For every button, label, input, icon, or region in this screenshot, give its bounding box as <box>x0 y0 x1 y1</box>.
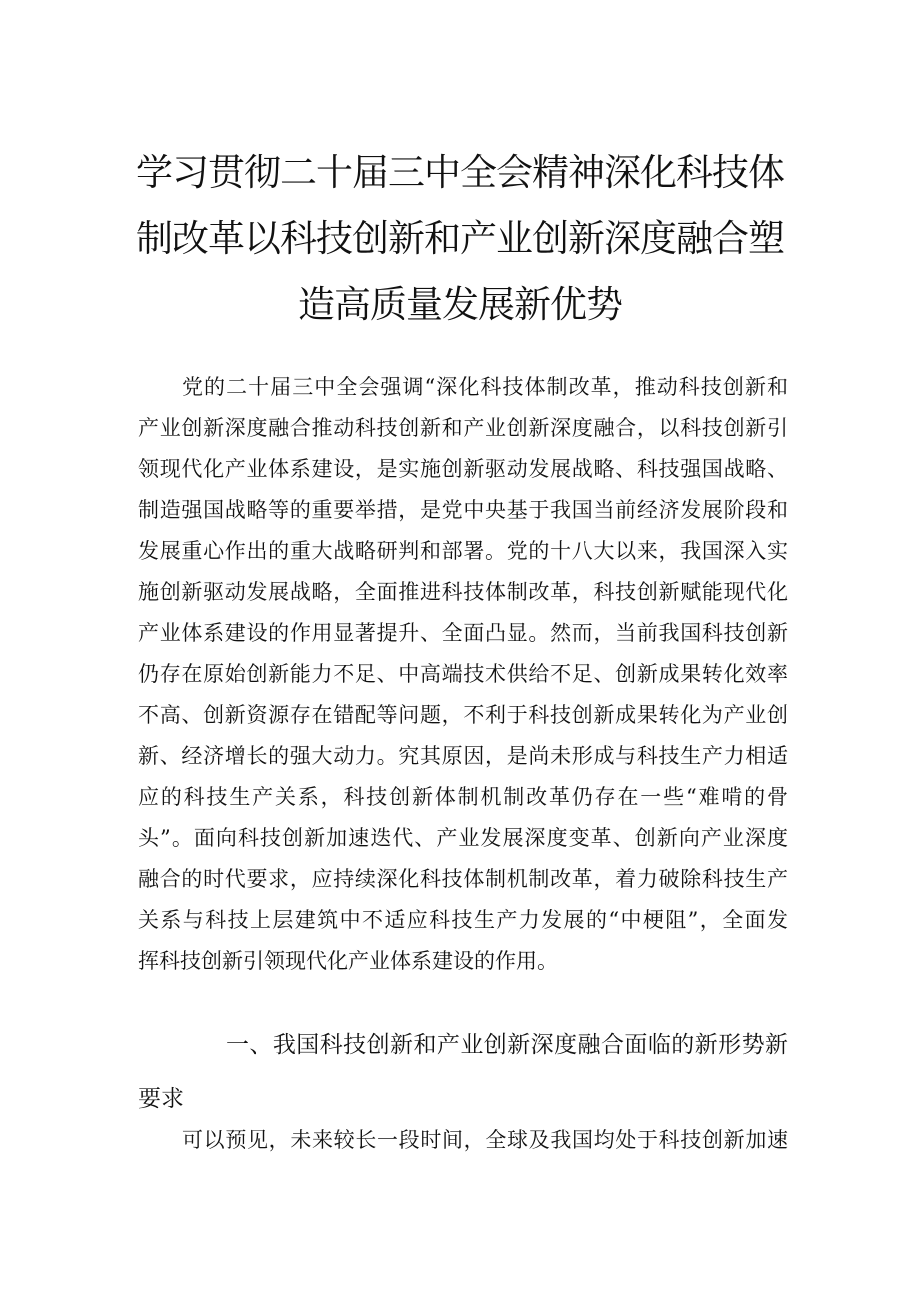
title-line: 制改革以科技创新和产业创新深度融合塑 <box>136 217 784 260</box>
paragraph-line: 关系与科技上层建筑中不适应科技生产力发展的“中梗阻”，全面发 <box>138 908 788 932</box>
section-heading-1 <box>138 1018 788 1126</box>
title-line: 造高质量发展新优势 <box>298 283 622 326</box>
heading-line: 一、我国科技创新和产业创新深度融合面临的新形势新 <box>226 1032 788 1058</box>
document-title <box>120 140 800 338</box>
paragraph-line: 新、经济增长的强大动力。究其原因，是尚未形成与科技生产力相适 <box>138 744 788 768</box>
paragraph-line: 融合的时代要求，应持续深化科技体制机制改革，着力破除科技生产 <box>138 867 788 891</box>
paragraph-line: 产业创新深度融合推动科技创新和产业创新深度融合，以科技创新引 <box>138 416 788 440</box>
paragraph-line: 施创新驱动发展战略，全面推进科技体制改革，科技创新赋能现代化 <box>138 580 788 604</box>
paragraph-line: 不高、创新资源存在错配等问题，不利于科技创新成果转化为产业创 <box>138 703 788 727</box>
body-paragraph-1 <box>138 367 788 982</box>
paragraph-line: 发展重心作出的重大战略研判和部署。党的十八大以来，我国深入实 <box>138 539 788 563</box>
paragraph-line: 党的二十届三中全会强调“深化科技体制改革，推动科技创新和 <box>182 375 788 399</box>
heading-line: 要求 <box>138 1086 184 1112</box>
body-paragraph-2 <box>138 1120 788 1161</box>
title-line: 学习贯彻二十届三中全会精神深化科技体 <box>136 151 784 194</box>
paragraph-line: 仍存在原始创新能力不足、中高端技术供给不足、创新成果转化效率 <box>138 662 788 686</box>
paragraph-line: 产业体系建设的作用显著提升、全面凸显。然而，当前我国科技创新 <box>138 621 788 645</box>
paragraph-line: 制造强国战略等的重要举措，是党中央基于我国当前经济发展阶段和 <box>138 498 788 522</box>
paragraph-line: 应的科技生产关系，科技创新体制机制改革仍存在一些“难啃的骨 <box>138 785 788 809</box>
paragraph-line: 挥科技创新引领现代化产业体系建设的作用。 <box>138 949 558 973</box>
paragraph-line: 头”。面向科技创新加速迭代、产业发展深度变革、创新向产业深度 <box>138 826 788 850</box>
paragraph-line: 可以预见，未来较长一段时间，全球及我国均处于科技创新加速 <box>182 1128 788 1152</box>
paragraph-line: 领现代化产业体系建设，是实施创新驱动发展战略、科技强国战略、 <box>138 457 788 481</box>
